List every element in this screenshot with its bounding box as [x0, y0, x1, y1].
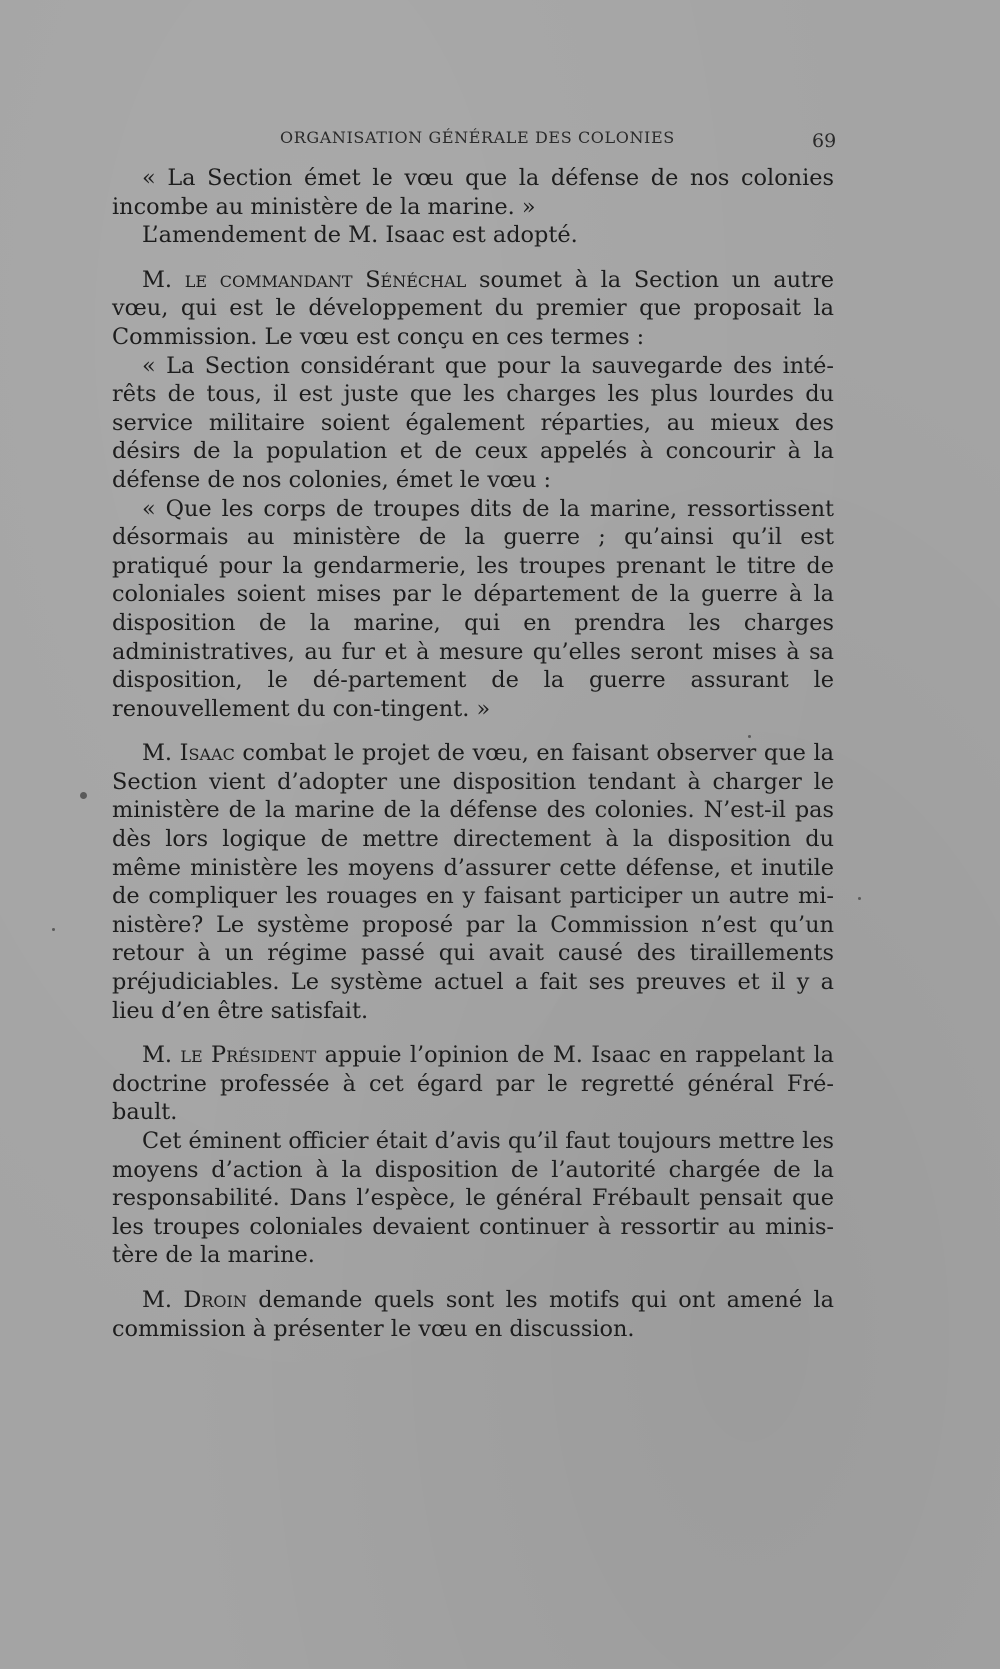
paragraph-text: « La Section considérant que pour la sauvegarde des inté-rêts de tous, il est juste que les charges les plus lourdes du service militaire soient également réparties, au mieux des désirs de la population et de ceux appelés à concourir à la défense de nos colonies, émet le vœu :	[112, 352, 834, 493]
paragraph-text: Cet éminent officier était d’avis qu’il faut toujours mettre les moyens d’action à la disposition de l’autorité chargée de la responsabilité. Dans l’espèce, le général Frébault pensait que les troupes coloniales devaient continuer à ressortir au minis-tère de la marine.	[112, 1128, 834, 1269]
page-number: 69	[812, 130, 837, 152]
paragraph-amendment-adopted	[112, 221, 834, 250]
paragraph-text: appuie l’opinion de M. Isaac en rappelant la doctrine professée à cet égard par le regretté général Fré-bault.	[112, 1042, 834, 1126]
running-head: ORGANISATION GÉNÉRALE DES COLONIES	[280, 128, 675, 147]
paragraph-frebault	[112, 1127, 834, 1270]
paragraph-troops-wish	[112, 495, 834, 724]
paragraph-text: « Que les corps de troupes dits de la marine, ressortissent désormais au ministère de la guerre ; qu’ainsi qu’il est pratiqué pour la gendarmerie, les troupes prenant le titre de coloniales soient mises par le département de la guerre à la disposition de la marine, qui en prendra les charges administratives, au fur et à mesure qu’elles seront mises à sa disposition, le dé-partement de la guerre assurant le renouvellement du con-tingent. »	[112, 495, 834, 722]
paper-speck	[52, 928, 55, 931]
paragraph-text: demande quels sont les motifs qui ont amené la commission à présenter le vœu en discussion.	[112, 1286, 834, 1342]
paragraph-text: « La Section émet le vœu que la défense de nos colonies incombe au ministère de la marine. »	[112, 165, 834, 220]
paragraph-section-wish	[112, 164, 834, 221]
paragraph-isaac	[112, 739, 834, 1025]
paragraph-president	[112, 1041, 834, 1127]
body-text	[112, 164, 834, 1343]
paragraph-text: combat le projet de vœu, en faisant observer que la Section vient d’adopter une disposition tendant à charger le ministère de la marine de la défense des colonies. N’est-il pas dès lors logique de mettre directement à la disposition du même ministère les moyens d’assurer cette défense, et inutile de compliquer les rouages en y faisant participer un autre mi-nistère? Le système proposé par la Commission n’est qu’un retour à un régime passé qui avait causé des tiraillements préjudiciables. Le système actuel a fait ses preuves et il y a lieu d’en être satisfait.	[112, 740, 834, 1024]
speaker-name: M. Droin	[142, 1286, 247, 1313]
paper-speck	[748, 735, 751, 738]
speaker-name: M. le commandant Sénéchal	[142, 266, 467, 293]
paragraph-text: L’amendement de M. Isaac est adopté.	[142, 222, 578, 249]
paragraph-droin	[112, 1286, 834, 1343]
speaker-name: M. Isaac	[142, 740, 235, 767]
paragraph-text: soumet à la Section un autre vœu, qui est le développement du premier que proposait la Commission. Le vœu est conçu en ces termes :	[112, 266, 834, 350]
paper-speck	[858, 897, 861, 900]
paragraph-senechal	[112, 266, 834, 352]
paper-speck	[80, 792, 87, 799]
speaker-name: M. le Président	[142, 1042, 317, 1069]
paragraph-considering	[112, 352, 834, 495]
